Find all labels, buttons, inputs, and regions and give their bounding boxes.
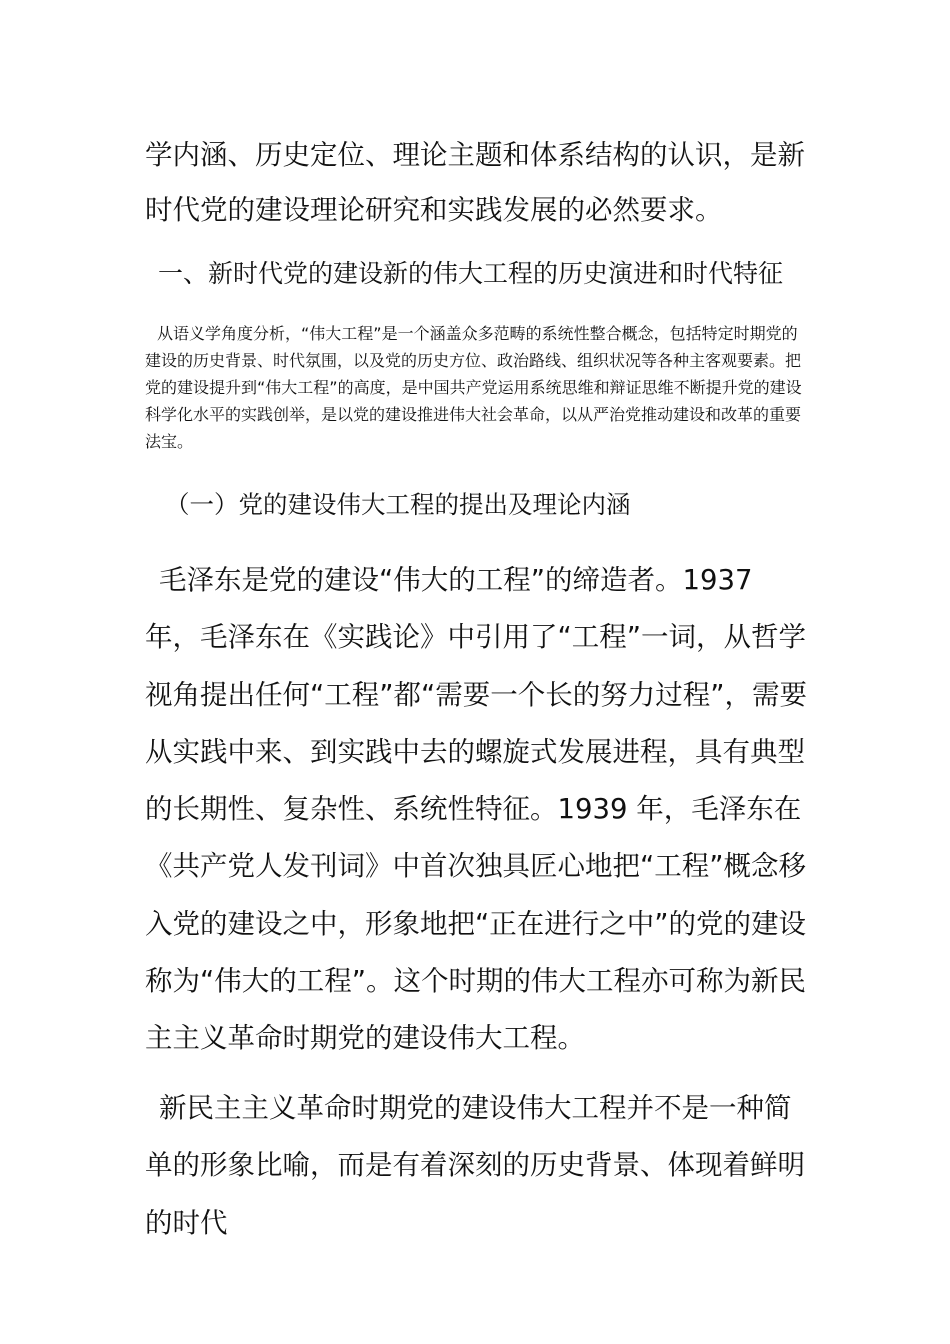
body-paragraph-2: 新民主主义革命时期党的建设伟大工程并不是一种简单的形象比喻，而是有着深刻的历史背景、体现着鲜明的时代 [145,1092,805,1239]
body-paragraph-1: 毛泽东是党的建设“伟大的工程”的缔造者。1937 年，毛泽东在《实践论》中引用了“工程”一词，从哲学视角提出任何“工程”都“需要一个长的努力过程”，需要从实践中来、到实践中去的螺旋式发展进程，具有典型的长期性、复杂性、系统性特征。1939 年，毛泽东在《共产党人发刊词》中首次独具匠心地把“工程”概念移入党的建设之中，形象地把“正在进行之中”的党的建设称为“伟大的工程”。这个时期的伟大工程亦可称为新民主主义革命时期党的建设伟大工程。 [145,564,807,1055]
lead-paragraph: 学内涵、历史定位、理论主题和体系结构的认识，是新时代党的建设理论研究和实践发展的必然要求。 [145,139,805,226]
section-heading: 一、新时代党的建设新的伟大工程的历史演进和时代特征 [158,259,784,288]
intro-small-paragraph: 从语义学角度分析，“伟大工程”是一个涵盖众多范畴的系统性整合概念，包括特定时期党的建设的历史背景、时代氛围，以及党的历史方位、政治路线、组织状况等各种主客观要素。把党的建设提升到“伟大工程”的高度，是中国共产党运用系统思维和辩证思维不断提升党的建设科学化水平的实践创举，是以党的建设推进伟大社会革命，以从严治党推动建设和改革的重要法宝。 [145,324,802,451]
subsection-heading: （一）党的建设伟大工程的提出及理论内涵 [165,490,631,519]
